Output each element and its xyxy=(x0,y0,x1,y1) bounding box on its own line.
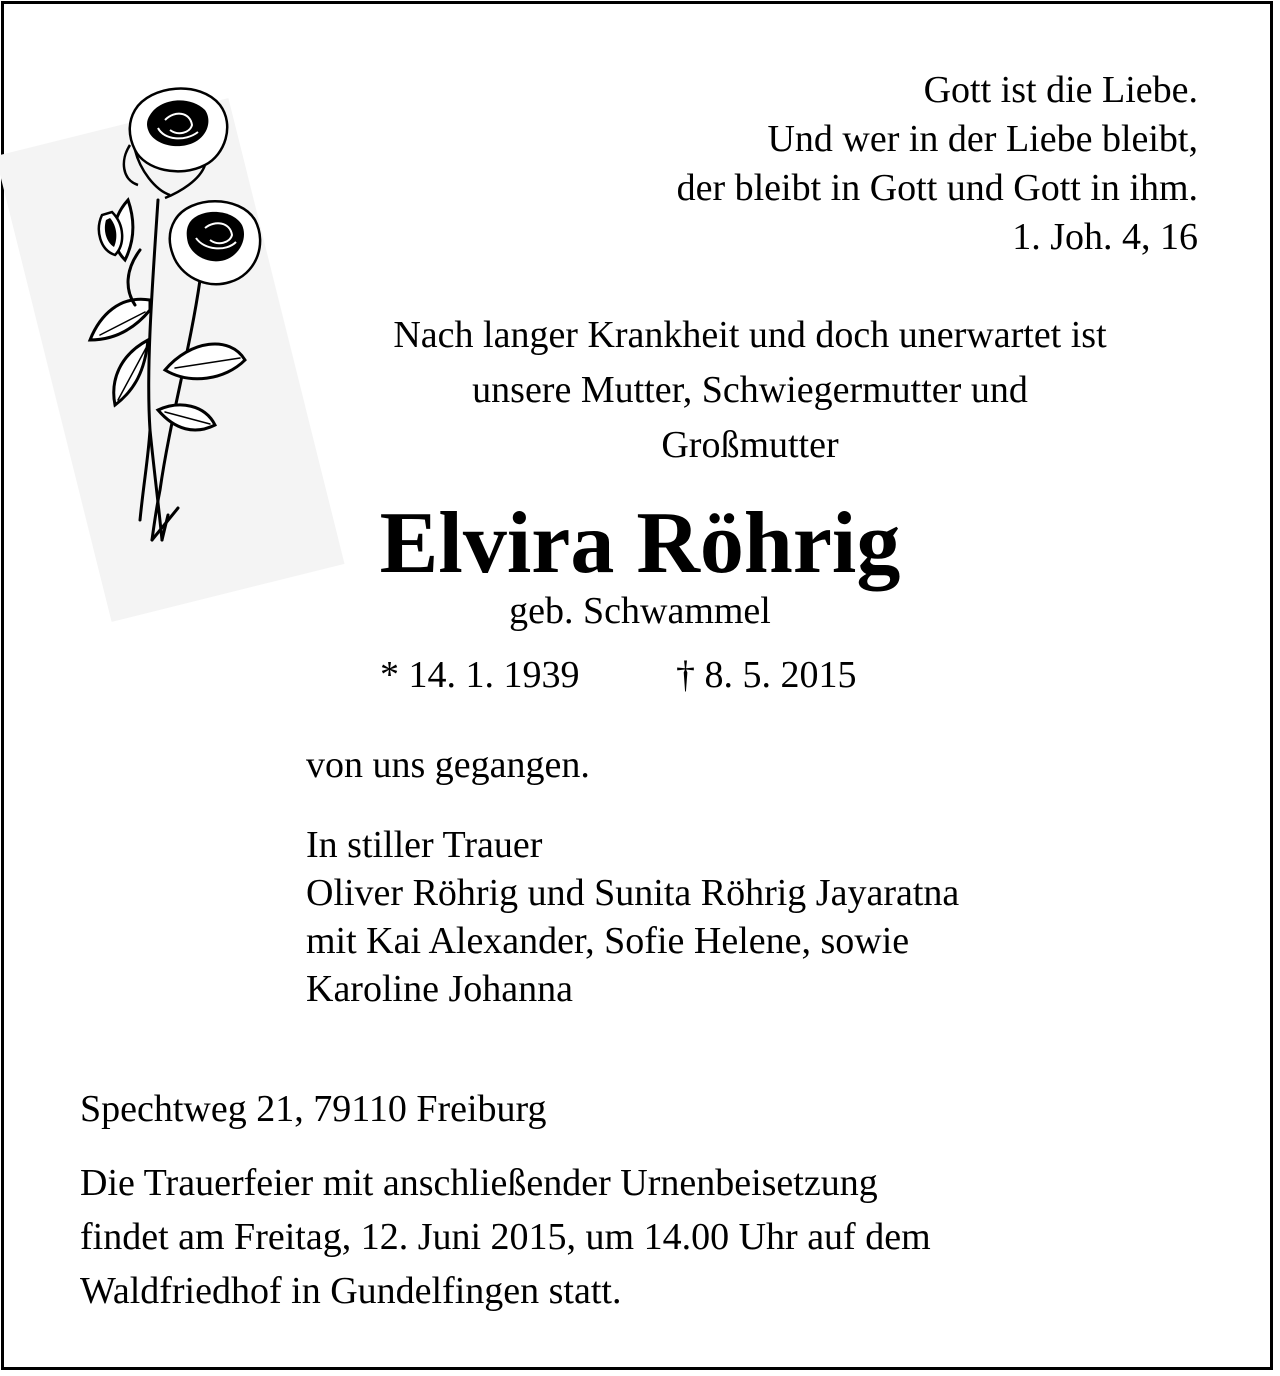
mourners-line-2: mit Kai Alexander, Sofie Helene, sowie xyxy=(306,920,910,962)
verse-line-3: der bleibt in Gott und Gott in ihm. xyxy=(676,167,1198,209)
ceremony-line-2: findet am Freitag, 12. Juni 2015, um 14.00 Uhr auf dem xyxy=(80,1216,931,1258)
mourners-line-1: Oliver Röhrig und Sunita Röhrig Jayaratna xyxy=(306,872,960,914)
intro-line-3: Großmutter xyxy=(661,424,839,466)
roses-illustration xyxy=(40,70,300,630)
mourners-heading: In stiller Trauer xyxy=(306,824,543,866)
intro-line-1: Nach langer Krankheit und doch unerwartet ist xyxy=(393,314,1107,356)
ceremony-line-3: Waldfriedhof in Gundelfingen statt. xyxy=(80,1270,622,1312)
mourners-line-3: Karoline Johanna xyxy=(306,968,573,1010)
passed-text: von uns gegangen. xyxy=(306,744,590,786)
verse-line-2: Und wer in der Liebe bleibt, xyxy=(767,118,1198,160)
verse-reference: 1. Joh. 4, 16 xyxy=(1012,216,1198,258)
roses-icon xyxy=(40,70,300,630)
birth-date: * 14. 1. 1939 xyxy=(380,654,580,696)
verse-line-1: Gott ist die Liebe. xyxy=(923,69,1198,111)
death-date: † 8. 5. 2015 xyxy=(676,654,857,696)
ceremony-line-1: Die Trauerfeier mit anschließender Urnenbeisetzung xyxy=(80,1162,878,1204)
intro-line-2: unsere Mutter, Schwiegermutter und xyxy=(472,369,1028,411)
address: Spechtweg 21, 79110 Freiburg xyxy=(80,1088,547,1130)
maiden-name: geb. Schwammel xyxy=(509,590,771,632)
deceased-name: Elvira Röhrig xyxy=(379,495,901,592)
